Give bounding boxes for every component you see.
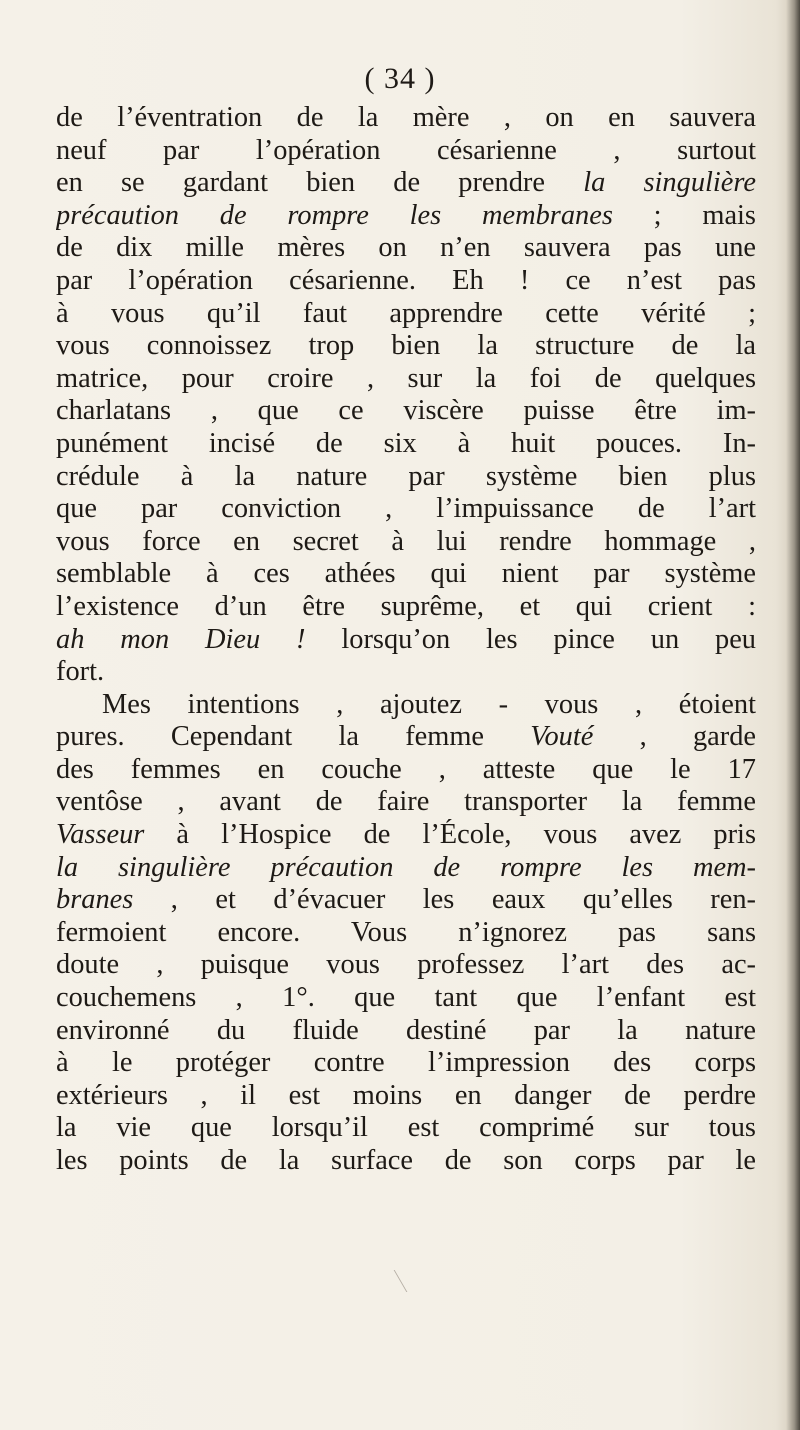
text-line: [56, 949, 756, 982]
page-edge-shadow: [786, 0, 800, 1430]
text-span: environné du fluide destiné par la nature: [56, 1014, 756, 1046]
text-line: [56, 493, 756, 526]
text-span: extérieurs , il est moins en danger de perdre: [56, 1079, 756, 1111]
text-span: de dix mille mères on n’en sauvera pas une: [56, 232, 756, 264]
italic-text: branes: [56, 884, 134, 916]
ink-mark: [394, 1270, 422, 1292]
text-span: la vie que lorsqu’il est comprimé sur tous: [56, 1112, 756, 1144]
text-line: [56, 656, 756, 689]
italic-text: la singulière précaution de rompre les mem-: [56, 851, 756, 883]
italic-text: ah mon Dieu !: [56, 623, 306, 655]
text-line: [56, 754, 756, 787]
text-span: neuf par l’opération césarienne , surtout: [56, 134, 756, 166]
text-line: [56, 167, 756, 200]
text-span: à vous qu’il faut apprendre cette vérité ;: [56, 297, 756, 329]
text-line: [56, 363, 756, 396]
text-line: [56, 819, 756, 852]
text-span: pures. Cependant la femme: [56, 721, 531, 753]
text-span: , et d’évacuer les eaux qu’elles ren-: [133, 884, 756, 916]
italic-text: Vouté: [530, 721, 594, 753]
text-span: fort.: [56, 656, 105, 688]
text-span: couchemens , 1°. que tant que l’enfant est: [56, 982, 756, 1014]
text-line: [56, 591, 756, 624]
text-span: doute , puisque vous professez l’art des ac-: [56, 949, 756, 981]
text-line: [56, 265, 756, 298]
text-span: fermoient encore. Vous n’ignorez pas sans: [56, 916, 756, 948]
text-span: en se gardant bien de prendre: [56, 167, 584, 199]
text-span: à le protéger contre l’impression des corps: [56, 1047, 756, 1079]
italic-text: précaution de rompre les membranes: [56, 199, 613, 231]
text-span: que par conviction , l’impuissance de l’art: [56, 493, 756, 525]
text-span: , garde: [593, 721, 756, 753]
text-line: [56, 884, 756, 917]
text-span: semblable à ces athées qui nient par système: [56, 558, 756, 590]
text-span: les points de la surface de son corps par le: [56, 1145, 756, 1176]
text-line: [56, 135, 756, 168]
text-span: des femmes en couche , atteste que le 17: [56, 753, 756, 785]
text-line: [56, 102, 756, 135]
text-line: [56, 526, 756, 559]
text-line: [56, 1112, 756, 1145]
text-line: [56, 232, 756, 265]
text-span: vous connoissez trop bien la structure de la: [56, 330, 756, 362]
text-line: [56, 982, 756, 1015]
text-line: [56, 1145, 756, 1178]
text-span: de l’éventration de la mère , on en sauvera: [56, 102, 756, 133]
text-span: crédule à la nature par système bien plus: [56, 460, 756, 492]
text-span: vous force en secret à lui rendre hommage ,: [56, 525, 756, 557]
text-line: [56, 330, 756, 363]
text-line: [56, 558, 756, 591]
text-line: [56, 461, 756, 494]
text-line: [56, 689, 756, 722]
text-span: à l’Hospice de l’École, vous avez pris: [144, 819, 756, 851]
text-span: matrice, pour croire , sur la foi de quelques: [56, 362, 756, 394]
italic-text: la singulière: [583, 167, 756, 199]
text-span: Mes intentions , ajoutez - vous , étoient: [102, 688, 756, 720]
body-text: [56, 102, 756, 1178]
text-span: charlatans , que ce viscère puisse être im-: [56, 395, 756, 427]
text-line: [56, 1047, 756, 1080]
italic-text: Vasseur: [56, 819, 145, 851]
text-line: [56, 721, 756, 754]
text-span: punément incisé de six à huit pouces. In-: [56, 427, 756, 459]
text-line: [56, 917, 756, 950]
text-line: [56, 395, 756, 428]
text-line: [56, 1080, 756, 1113]
text-span: ; mais: [612, 199, 756, 231]
text-line: [56, 298, 756, 331]
text-line: [56, 624, 756, 657]
page-number: ( 34 ): [364, 62, 436, 95]
text-span: l’existence d’un être suprême, et qui crient :: [56, 590, 756, 622]
text-line: [56, 786, 756, 819]
text-span: lorsqu’on les pince un peu: [305, 623, 756, 655]
text-span: par l’opération césarienne. Eh ! ce n’est pas: [56, 264, 756, 296]
text-span: ventôse , avant de faire transporter la femme: [56, 786, 756, 818]
text-line: [56, 200, 756, 233]
text-line: [56, 852, 756, 885]
text-line: [56, 1015, 756, 1048]
text-line: [56, 428, 756, 461]
